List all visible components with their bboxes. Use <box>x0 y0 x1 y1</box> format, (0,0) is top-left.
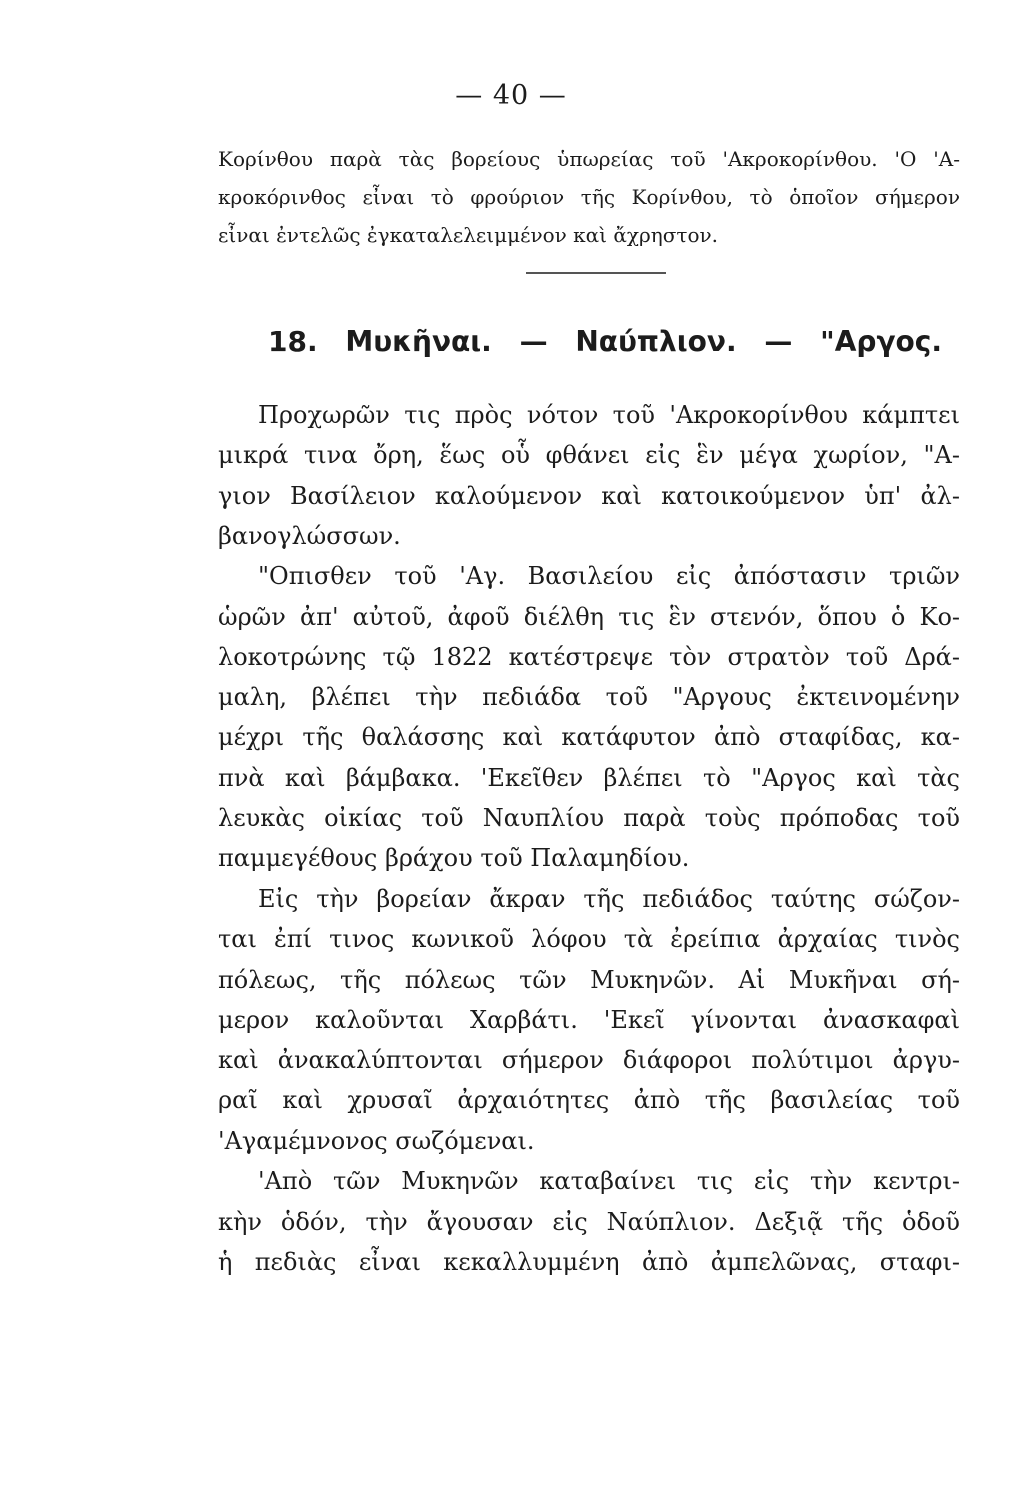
body-line-2: μικρά τινα ὄρη, ἕως οὗ φθάνει εἰς ἓν μέγα χωρίον, "Α- <box>218 441 960 469</box>
section-heading: 18. Μυκῆναι. — Ναύπλιον. — "Αργος. <box>268 325 942 358</box>
body-line-5: "Οπισθεν τοῦ 'Αγ. Βασιλείου εἰς ἀπόστασιν τριῶν <box>258 562 960 590</box>
body-line-15: πόλεως, τῆς πόλεως τῶν Μυκηνῶν. Αἱ Μυκῆναι σή- <box>218 966 960 994</box>
body-line-20: 'Απὸ τῶν Μυκηνῶν καταβαίνει τις εἰς τὴν κεντρι- <box>258 1167 960 1195</box>
body-line-13: Εἰς τὴν βορείαν ἄκραν τῆς πεδιάδος ταύτης σώζον- <box>258 885 960 913</box>
body-line-6: ὡρῶν ἀπ' αὐτοῦ, ἀφοῦ διέλθη τις ἓν στενόν, ὅπου ὁ Κο- <box>218 603 960 631</box>
body-line-12: παμμεγέθους βράχου τοῦ Παλαμηδίου. <box>218 844 690 872</box>
body-line-16: μερον καλοῦνται Χαρβάτι. 'Εκεῖ γίνονται ἀνασκαφαὶ <box>218 1006 960 1034</box>
top-paragraph-line-1: Κορίνθου παρὰ τὰς βορείους ὑπωρείας τοῦ 'Ακροκορίνθου. 'Ο 'Α- <box>218 147 960 171</box>
body-line-10: πνὰ καὶ βάμβακα. 'Εκεῖθεν βλέπει τὸ "Αργος καὶ τὰς <box>218 764 960 792</box>
section-divider <box>526 272 666 274</box>
body-line-18: ραῖ καὶ χρυσαῖ ἀρχαιότητες ἀπὸ τῆς βασιλείας τοῦ <box>218 1086 960 1114</box>
body-line-14: ται ἐπί τινος κωνικοῦ λόφου τὰ ἐρείπια ἀρχαίας τινὸς <box>218 925 960 953</box>
body-line-19: 'Αγαμέμνονος σωζόμεναι. <box>218 1127 535 1155</box>
body-line-4: βανογλώσσων. <box>218 522 401 550</box>
body-line-9: μέχρι τῆς θαλάσσης καὶ κατάφυτον ἀπὸ σταφίδας, κα- <box>218 723 960 751</box>
body-line-8: μαλη, βλέπει τὴν πεδιάδα τοῦ "Αργους ἐκτεινομένην <box>218 683 960 711</box>
top-paragraph-line-3: εἶναι ἐντελῶς ἐγκαταλελειμμένον καὶ ἄχρηστον. <box>218 223 719 247</box>
body-line-1: Προχωρῶν τις πρὸς νότον τοῦ 'Ακροκορίνθου κάμπτει <box>258 401 960 429</box>
body-line-21: κὴν ὁδόν, τὴν ἄγουσαν εἰς Ναύπλιον. Δεξιᾷ τῆς ὁδοῦ <box>218 1208 960 1236</box>
page-number: — 40 — <box>455 80 567 111</box>
body-line-3: γιον Βασίλειον καλούμενον καὶ κατοικούμενον ὑπ' ἀλ- <box>218 482 960 510</box>
body-line-7: λοκοτρώνης τῷ 1822 κατέστρεψε τὸν στρατὸν τοῦ Δρά- <box>218 643 960 671</box>
body-line-22: ἡ πεδιὰς εἶναι κεκαλλυμμένη ἀπὸ ἀμπελῶνας, σταφι- <box>218 1248 960 1276</box>
body-line-11: λευκὰς οἰκίας τοῦ Ναυπλίου παρὰ τοὺς πρόποδας τοῦ <box>218 804 960 832</box>
top-paragraph-line-2: κροκόρινθος εἶναι τὸ φρούριον τῆς Κορίνθου, τὸ ὁποῖον σήμερον <box>218 185 960 209</box>
body-line-17: καὶ ἀνακαλύπτονται σήμερον διάφοροι πολύτιμοι ἀργυ- <box>218 1046 960 1074</box>
